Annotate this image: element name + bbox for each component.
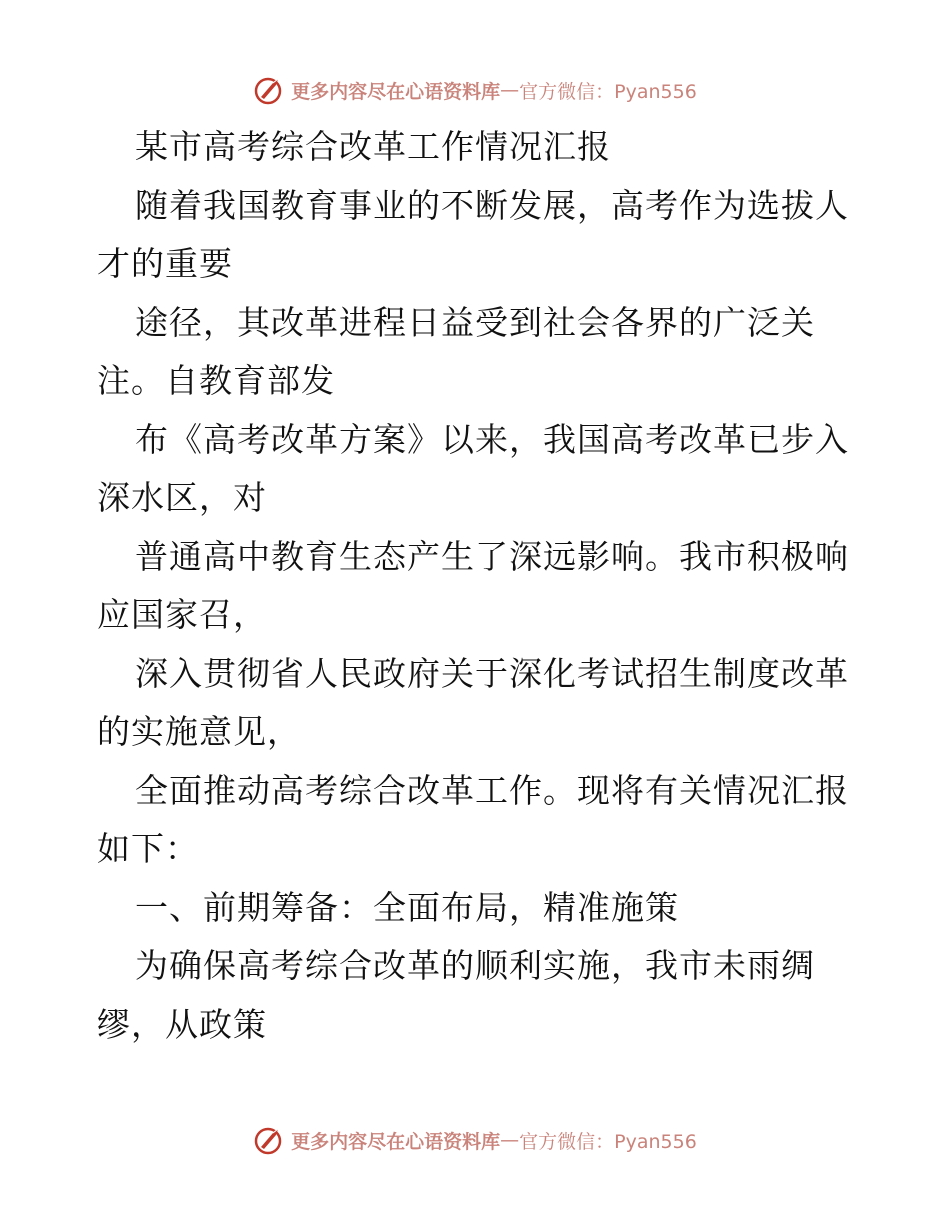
header-banner: [0, 70, 950, 110]
text-line: 途径，其改革进程日益受到社会各界的广泛关: [135, 302, 815, 342]
text-line: 为确保高考综合改革的顺利实施，我市未雨绸: [135, 946, 815, 985]
text-line: 才的重要: [97, 244, 233, 283]
banner-main-text: 更多内容尽在心语资料库: [291, 1130, 501, 1153]
banner-main-text: 更多内容尽在心语资料库: [291, 80, 501, 103]
text-line: 应国家召，: [97, 595, 267, 634]
text-line: 随着我国教育事业的不断发展，高考作为选拔人: [135, 185, 849, 225]
text-line: 深入贯彻省人民政府关于深化考试招生制度改革: [135, 653, 849, 693]
document-body: [97, 118, 857, 1054]
text-line: 深水区，对: [97, 478, 267, 517]
banner-wechat-text: 官方微信：Pyan556: [519, 80, 697, 103]
text-line: 的实施意见，: [97, 712, 301, 751]
text-line: 注。自教育部发: [97, 361, 335, 400]
pen-logo-icon: [253, 73, 287, 107]
text-line: 普通高中教育生态产生了深远影响。我市积极响: [135, 536, 849, 576]
pen-logo-icon: [253, 1123, 287, 1157]
text-line: 布《高考改革方案》以来，我国高考改革已步入: [135, 419, 849, 459]
section-heading: 一、前期筹备：全面布局，精准施策: [135, 887, 679, 927]
footer-banner: [0, 1120, 950, 1160]
document-title: 某市高考综合改革工作情况汇报: [135, 127, 611, 166]
banner-dash: —: [500, 1129, 520, 1151]
text-line: 如下：: [97, 829, 199, 868]
banner-dash: —: [500, 79, 520, 101]
text-line: 缪，从政策: [97, 1004, 267, 1044]
text-line: 全面推动高考综合改革工作。现将有关情况汇报: [135, 770, 849, 810]
banner-wechat-text: 官方微信：Pyan556: [519, 1130, 697, 1153]
